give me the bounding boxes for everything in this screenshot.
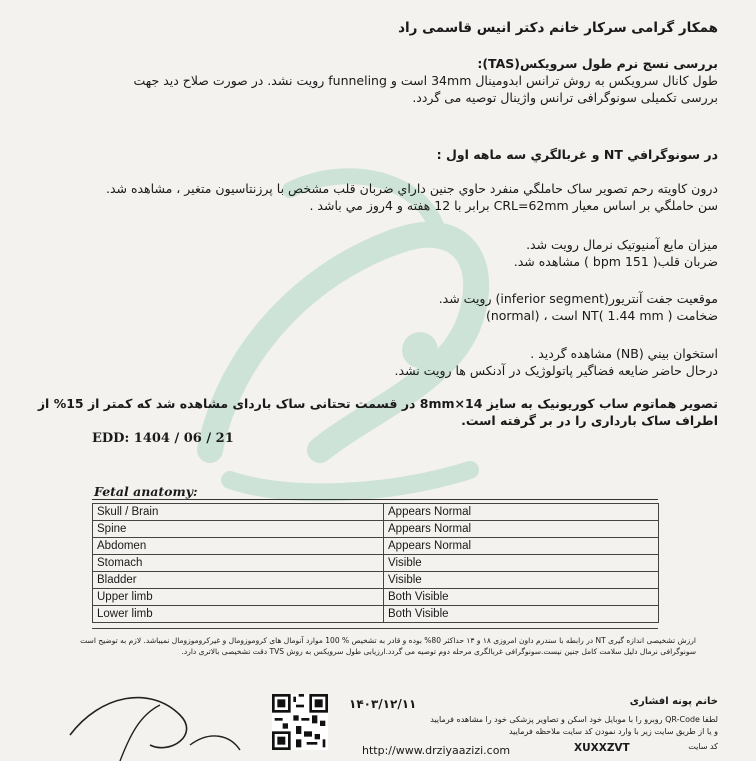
site-code: XUXXZVT [574,742,630,754]
cervix-title: بررسی نسج نرم طول سرویکس(TAS): [477,56,718,71]
fetal-anatomy-title: Fetal anatomy: [94,484,198,499]
qr-code[interactable] [272,694,328,750]
organ-cell: Stomach [93,555,384,572]
footnote-line-1: ارزش تشخیصی اندازه گیری NT در رابطه با سندرم داون امروزی ۱۸ و ۱۳ حداکثر 80% بوده و قادر به تشخیص % 100 موارد آنومال های کروموزومال و غیرکروموزومال نمیباشد. لازم به توضیح است [80,636,696,645]
nt-line-nt-thickness: ضخامت NT( 1.44 mm ) است ، (normal) [485,308,718,323]
handwritten-signature [60,675,300,761]
table-row [93,606,659,623]
signer-name: خانم پونه افشاری [629,696,718,707]
footnote-line-2: سونوگرافی نرمال دلیل سلامت کامل جنین نیست.سونوگرافی غربالگری مرحله دوم توصیه می گردد.ارزیابی طول سرویکس به روش TVS دقت تشخیصی بالاتری دارد. [181,647,696,656]
site-code-label: کد سایت [688,742,718,751]
status-cell: Both Visible [384,606,659,623]
footnote-divider [92,628,658,629]
fetal-anatomy-table [92,503,659,623]
table-row [93,538,659,555]
organ-cell: Spine [93,521,384,538]
status-cell: Appears Normal [384,521,659,538]
organ-cell: Bladder [93,572,384,589]
organ-cell: Skull / Brain [93,504,384,521]
qr-instruction-1: لطفا QR-Code روبرو را با موبایل خود اسکن و تصاویر پزشکی خود را مشاهده فرمایید [430,715,718,724]
edd-date: EDD: 1404 / 06 / 21 [92,431,234,446]
nt-line-gestational-age: سن حاملگي بر اساس معیار CRL=62mm برابر با 12 هفته و 4روز مي باشد . [309,198,718,213]
nt-section-title: در سونوگرافي NT و غربالگري سه ماهه اول : [436,147,718,162]
status-cell: Both Visible [384,589,659,606]
status-cell: Appears Normal [384,504,659,521]
status-cell: Visible [384,572,659,589]
table-row [93,504,659,521]
table-row [93,521,659,538]
organ-cell: Upper limb [93,589,384,606]
table-row [93,589,659,606]
nt-line-nasal-bone: استخوان بيني (NB) مشاهده گرديد . [530,346,718,361]
report-date: ۱۴۰۳/۱۲/۱۱ [349,697,417,711]
nt-line-hematoma-cont: اطراف ساک بارداری را در بر گرفته است. [461,413,718,428]
organ-cell: Abdomen [93,538,384,555]
website-link[interactable]: http://www.drziyaazizi.com [362,744,511,757]
nt-line-placenta: موقعيت جفت آنتریور(inferior segment) رويت شد. [438,291,718,306]
nt-line-adnexa: درحال حاضر ضايعه فضاگير پاتولوژيک در آدنکس ها رويت نشد. [394,363,718,378]
greeting-line: همکار گرامی سرکار خانم دکتر انیس قاسمی راد [398,20,718,36]
organ-cell: Lower limb [93,606,384,623]
table-row [93,555,659,572]
nt-line-heart-rate: ضربان قلب( 151 bpm ) مشاهده شد. [513,254,718,269]
qr-instruction-2: و یا از طریق سایت زیر با وارد نمودن کد سایت ملاحظه فرمایید [508,727,718,736]
cervix-line-1: طول کانال سرویکس به روش ترانس ابدومینال 34mm است و funneling رویت نشد. در صورت صلاح دید جهت [133,73,718,88]
anatomy-divider [92,499,658,500]
cervix-line-2: بررسی تکمیلی سونوگرافی ترانس واژینال توصیه می گردد. [412,90,718,105]
status-cell: Visible [384,555,659,572]
table-row [93,572,659,589]
nt-line-hematoma: تصویر هماتوم ساب کوریونیک به سایز 14×8mm در قسمت تحتانی ساک باردای مشاهده شد که کمتر از 15% از [37,396,718,411]
nt-line-amniotic-fluid: ميزان مايع آمنيوتيک نرمال رويت شد. [526,237,718,252]
status-cell: Appears Normal [384,538,659,555]
nt-line-gestational-sac: درون کاویته رحم تصویر ساک حاملگي منفرد حاوي جنين داراي ضربان قلب مشخص با پرزنتاسیون متغیر ، مشاهده شد. [105,181,718,196]
